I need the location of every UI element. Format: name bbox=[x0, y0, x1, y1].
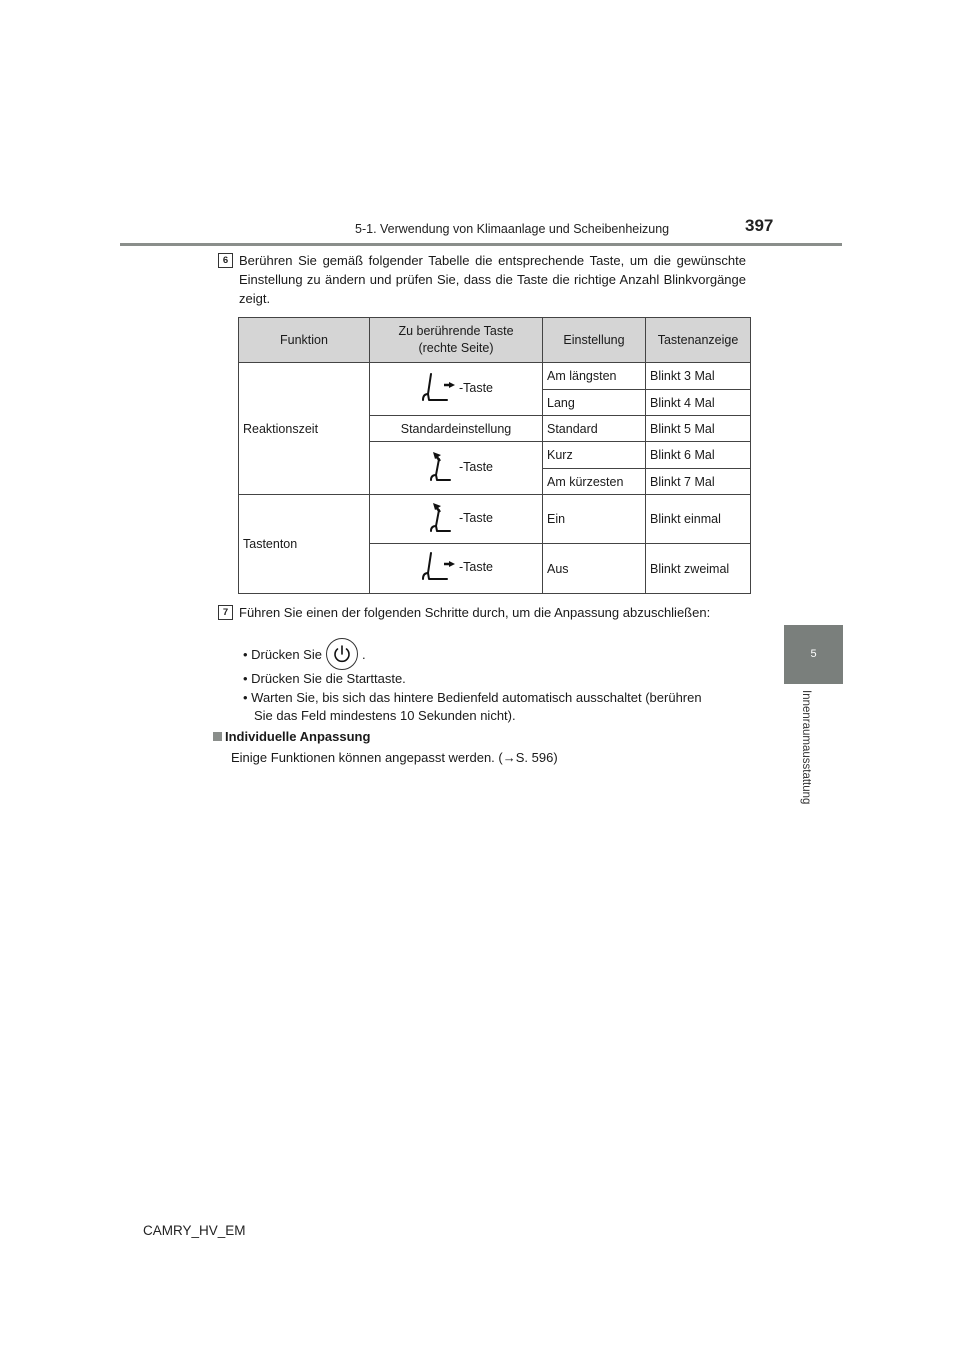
bullet-1-text: • Drücken Sie bbox=[243, 646, 322, 662]
setting-value: Am längsten bbox=[543, 363, 646, 390]
power-button-icon bbox=[326, 638, 358, 670]
table-header-einstellung: Einstellung bbox=[543, 318, 646, 363]
bullet-1 bbox=[243, 638, 366, 670]
seat-forward-icon bbox=[419, 370, 457, 406]
display-value: Blinkt 5 Mal bbox=[646, 416, 751, 442]
chapter-label bbox=[800, 690, 820, 830]
display-value: Blinkt zweimal bbox=[646, 544, 751, 594]
button-cell bbox=[370, 544, 543, 594]
setting-value: Ein bbox=[543, 495, 646, 544]
funktion-reaktionszeit: Reaktionszeit bbox=[239, 363, 370, 495]
seat-recline-icon bbox=[419, 449, 457, 485]
bullet-1-end: . bbox=[361, 646, 366, 662]
button-label: -Taste bbox=[458, 510, 494, 525]
bullet-3-line2: Sie das Feld mindestens 10 Sekunden nicht). bbox=[254, 708, 516, 723]
table-header-taste: Zu berührende Taste (rechte Seite) bbox=[370, 318, 543, 363]
seat-forward-icon bbox=[419, 549, 457, 585]
settings-table bbox=[238, 317, 751, 594]
display-value: Blinkt 6 Mal bbox=[646, 442, 751, 469]
display-value: Blinkt 3 Mal bbox=[646, 363, 751, 390]
header-divider bbox=[120, 243, 842, 246]
step-7-marker: 7 bbox=[218, 605, 233, 620]
button-cell bbox=[370, 495, 543, 544]
table-header-anzeige: Tastenanzeige bbox=[646, 318, 751, 363]
section-title: 5-1. Verwendung von Klimaanlage und Scheibenheizung bbox=[355, 222, 670, 236]
button-label: -Taste bbox=[458, 560, 494, 574]
display-value: Blinkt 4 Mal bbox=[646, 390, 751, 416]
document-code: CAMRY_HV_EM bbox=[143, 1223, 246, 1238]
display-value: Blinkt einmal bbox=[646, 495, 751, 544]
seat-recline-icon bbox=[419, 500, 457, 536]
setting-value: Standard bbox=[543, 416, 646, 442]
button-cell bbox=[370, 442, 543, 495]
step-6-marker: 6 bbox=[218, 253, 233, 268]
individual-heading: Individuelle Anpassung bbox=[225, 729, 371, 744]
step-7-text: Führen Sie einen der folgenden Schritte durch, um die Anpassung abzuschließen: bbox=[239, 605, 711, 620]
chapter-tab: 5 bbox=[784, 625, 843, 684]
button-label: -Taste bbox=[458, 459, 494, 474]
page-number: 397 bbox=[745, 216, 774, 235]
setting-value: Aus bbox=[543, 544, 646, 594]
table-header-funktion: Funktion bbox=[239, 318, 370, 363]
bullet-2: • Drücken Sie die Starttaste. bbox=[243, 671, 406, 686]
button-standard: Standardeinstellung bbox=[370, 416, 543, 442]
chapter-label-text: Innenraumausstattung bbox=[800, 690, 812, 805]
individual-text: Einige Funktionen können angepasst werden. (→S. 596) bbox=[231, 750, 558, 765]
setting-value: Am kürzesten bbox=[543, 469, 646, 495]
setting-value: Kurz bbox=[543, 442, 646, 469]
step-6-text: Berühren Sie gemäß folgender Tabelle die entsprechende Taste, um die gewünschte Einstellung zu ändern und prüfen Sie, dass die Taste die richtige Anzahl Blinkvorgänge zeigt. bbox=[239, 253, 746, 306]
display-value: Blinkt 7 Mal bbox=[646, 469, 751, 495]
bullet-3-line1: • Warten Sie, bis sich das hintere Bedienfeld automatisch ausschaltet (berühren bbox=[243, 690, 702, 705]
funktion-tastenton: Tastenton bbox=[239, 495, 370, 594]
button-cell bbox=[370, 363, 543, 416]
setting-value: Lang bbox=[543, 390, 646, 416]
section-marker-icon bbox=[213, 732, 222, 741]
button-label: -Taste bbox=[458, 380, 494, 395]
